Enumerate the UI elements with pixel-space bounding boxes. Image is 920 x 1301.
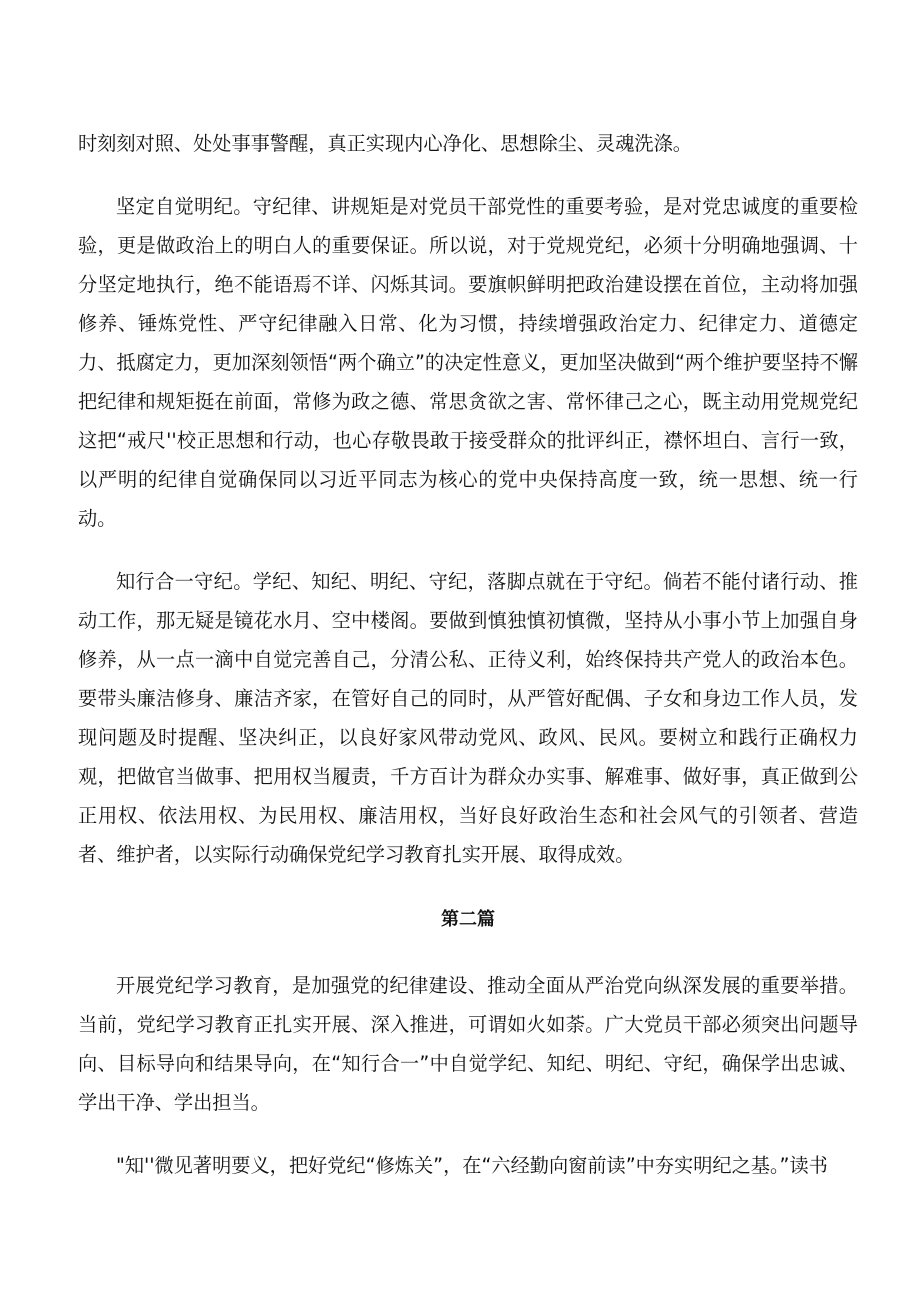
paragraph-self-discipline: 坚定自觉明纪。守纪律、讲规矩是对党员干部党性的重要考验，是对党忠诚度的重要检验，更是做政治上的明白人的重要保证。所以说，对于党规党纪，必须十分明确地强调、十分坚定地执行，绝不能语焉不详、闪烁其词。要旗帜鲜明把政治建设摆在首位，主动将加强修养、锤炼党性、严守纪律融入日常、化为习惯，持续增强政治定力、纪律定力、道德定力、抵腐定力，更加深刻领悟“两个确立”的决定性意义，更加坚决做到“两个维护要坚持不懈把纪律和规矩挺在前面，常修为政之德、常思贪欲之害、常怀律己之心，既主动用党规党纪这把“戒尺''校正思想和行动，也心存敬畏敢于接受群众的批评纠正，襟怀坦白、言行一致，以严明的纪律自觉确保同以习近平同志为核心的党中央保持高度一致，统一思想、统一行动。: [78, 195, 858, 530]
document-page: [78, 124, 858, 1185]
paragraph-unity-of-knowledge-and-action: 知行合一守纪。学纪、知纪、明纪、守纪，落脚点就在于守纪。倘若不能付诸行动、推动工作，那无疑是镜花水月、空中楼阁。要做到慎独慎初慎微，坚持从小事小节上加强自身修养，从一点一滴中自觉完善自己，分清公私、正待义利，始终保持共产党人的政治本色。要带头廉洁修身、廉洁齐家，在管好自己的同时，从严管好配偶、子女和身边工作人员，发现问题及时提醒、坚决纠正，以良好家风带动党风、政风、民风。要树立和践行正确权力观，把做官当做事、把用权当履责，千方百计为群众办实事、解难事、做好事，真正做到公正用权、依法用权、为民用权、廉洁用权，当好良好政治生态和社会风气的引领者、营造者、维护者，以实际行动确保党纪学习教育扎实开展、取得成效。: [78, 570, 858, 866]
section-title: 第二篇: [441, 909, 495, 930]
paragraph-knowledge: "知''微见著明要义，把好党纪“修炼关”，在“六经勤向窗前读”中夯实明纪之基。”读书: [116, 1154, 828, 1177]
paragraph-continuation: 时刻刻对照、处处事事警醒，真正实现内心净化、思想除尘、灵魂洗涤。: [78, 132, 692, 155]
paragraph-party-discipline-education: 开展党纪学习教育，是加强党的纪律建设、推动全面从严治党向纵深发展的重要举措。当前，党纪学习教育正扎实开展、深入推进，可谓如火如荼。广大党员干部必须突出问题导向、目标导向和结果导向，在“知行合一”中自觉学纪、知纪、明纪、守纪，确保学出忠诚、学出干净、学出担当。: [78, 974, 858, 1114]
